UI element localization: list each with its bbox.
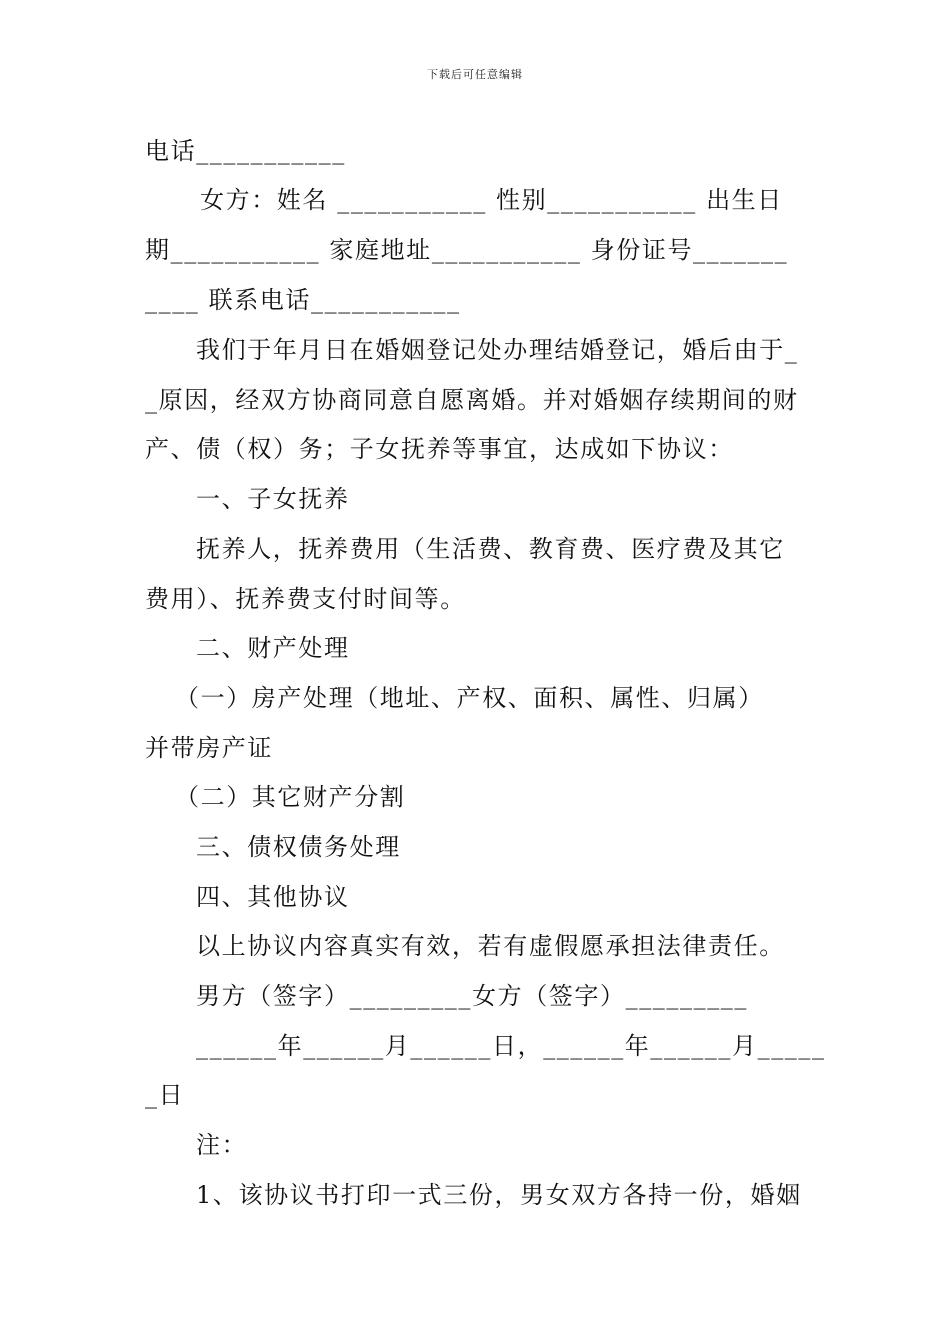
section-property-heading: 二、财产处理: [196, 634, 350, 662]
section-child-custody-heading: 一、子女抚养: [196, 485, 350, 513]
other-property-heading: （二）其它财产分割: [175, 783, 406, 811]
note-heading: 注：: [196, 1131, 248, 1159]
section-other-agreement-heading: 四、其他协议: [196, 883, 350, 911]
phone-line: 电话___________: [145, 137, 346, 165]
page-header: 下载后可任意编辑: [427, 68, 523, 81]
child-support-text-1: 抚养人，抚养费用（生活费、教育费、医疗费及其它: [196, 535, 785, 563]
child-support-text-2: 费用）、抚养费支付时间等。: [145, 585, 466, 613]
section-debt-heading: 三、债权债务处理: [196, 833, 401, 861]
paragraph-intro-3: 产、债（权）务；子女抚养等事宜，达成如下协议：: [145, 435, 734, 463]
date-line-1: ______年______月______日，______年______月_____: [196, 1032, 826, 1060]
paragraph-intro-1: 我们于年月日在婚姻登记处办理结婚登记，婚后由于_: [196, 336, 799, 364]
female-party-line: 女方：姓名 ___________ 性别___________ 出生日: [200, 186, 783, 214]
contact-phone-line: ____ 联系电话___________: [145, 286, 461, 314]
note-item-1: 1、该协议书打印一式三份，男女双方各持一份，婚姻: [196, 1181, 802, 1209]
house-property-text-2: 并带房产证: [145, 734, 273, 762]
date-line-2: _日: [145, 1081, 185, 1109]
birth-address-id-line: 期___________ 家庭地址___________ 身份证号_______: [145, 236, 789, 264]
truthfulness-statement: 以上协议内容真实有效，若有虚假愿承担法律责任。: [196, 932, 785, 960]
signature-line: 男方（签字）_________女方（签字）_________: [196, 982, 748, 1010]
paragraph-intro-2: _原因，经双方协商同意自愿离婚。并对婚姻存续期间的财: [145, 386, 799, 414]
house-property-text-1: （一）房产处理（地址、产权、面积、属性、归属）: [175, 684, 764, 712]
